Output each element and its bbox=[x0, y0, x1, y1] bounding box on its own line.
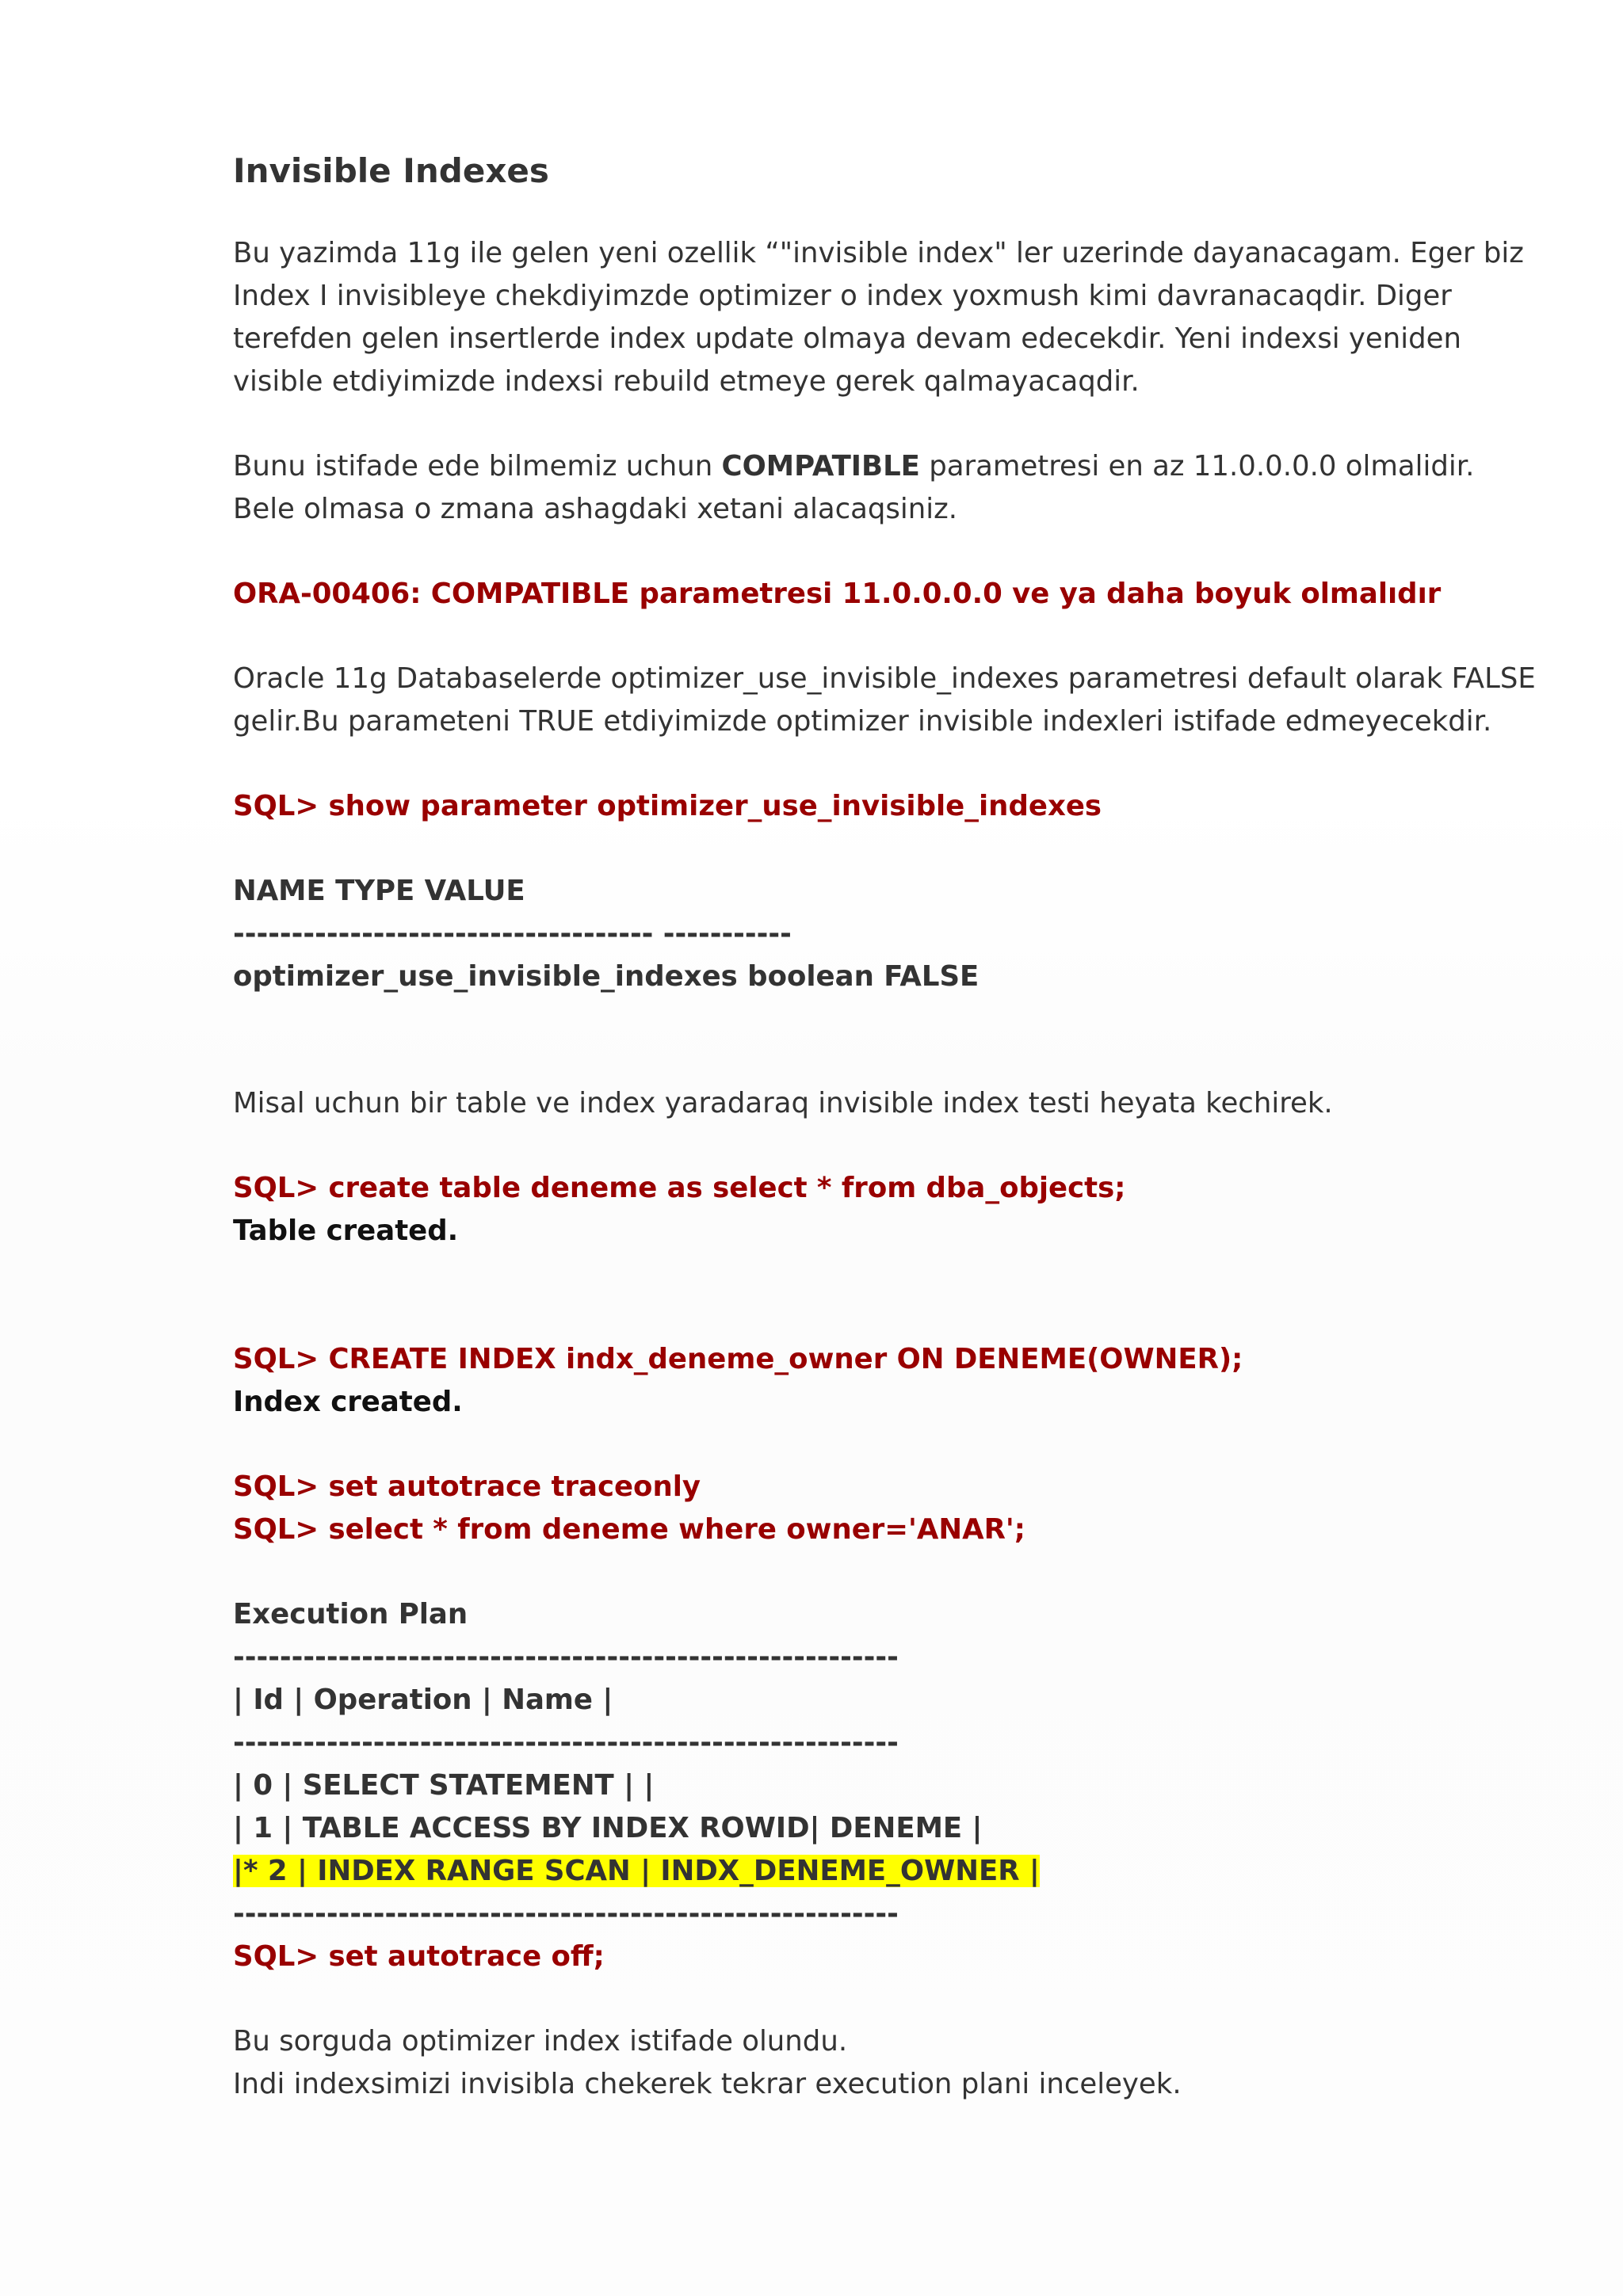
execution-plan-header-row: | Id | Operation | Name | bbox=[233, 1684, 613, 1716]
compatible-text-after: parametresi en az 11.0.0.0.0 olmalidir. bbox=[919, 450, 1475, 482]
intro-line: Bu yazimda 11g ile gelen yeni ozellik “"invisible index" ler uzerinde dayanacagam. Eger biz bbox=[233, 237, 1524, 269]
autotrace-command: SQL> set autotrace traceonly bbox=[233, 1470, 701, 1503]
autotrace-off-command: SQL> set autotrace off; bbox=[233, 1940, 605, 1973]
compatible-line-2: Bele olmasa o zmana ashagdaki xetani alacaqsiniz. bbox=[233, 493, 958, 525]
closing-paragraph bbox=[233, 2020, 1533, 2106]
intro-paragraph bbox=[233, 232, 1533, 403]
parameter-output-divider: ------------------------------------ ----------- bbox=[233, 917, 792, 950]
oracle-line: gelir.Bu parameteni TRUE etdiyimizde optimizer invisible indexleri istifade edmeyecekdir. bbox=[233, 705, 1492, 738]
execution-plan-row: | 0 | SELECT STATEMENT | | bbox=[233, 1769, 655, 1802]
create-table-result: Table created. bbox=[233, 1215, 459, 1247]
closing-line: Bu sorguda optimizer index istifade olundu. bbox=[233, 2025, 848, 2058]
oracle-paragraph bbox=[233, 658, 1536, 743]
intro-line: visible etdiyimizde indexsi rebuild etmeye gerek qalmayacaqdir. bbox=[233, 365, 1140, 398]
compatible-text-before: Bunu istifade ede bilmemiz uchun bbox=[233, 450, 722, 482]
execution-plan-divider: --------------------------------------------------------- bbox=[233, 1641, 899, 1673]
parameter-output-header: NAME TYPE VALUE bbox=[233, 875, 525, 907]
article-title: Invisible Indexes bbox=[233, 151, 549, 190]
compatible-line-1 bbox=[233, 445, 1533, 488]
compatible-keyword: COMPATIBLE bbox=[721, 450, 920, 482]
execution-plan bbox=[233, 1593, 1533, 1978]
intro-line: terefden gelen insertlerde index update olmaya devam edecekdir. Yeni indexsi yeniden bbox=[233, 322, 1461, 355]
parameter-output-row: optimizer_use_invisible_indexes boolean FALSE bbox=[233, 960, 980, 993]
execution-plan-divider: --------------------------------------------------------- bbox=[233, 1897, 899, 1930]
compatible-paragraph bbox=[233, 445, 1533, 531]
execution-plan-highlight-row bbox=[233, 1850, 1533, 1893]
execution-plan-divider: --------------------------------------------------------- bbox=[233, 1726, 899, 1759]
execution-plan-heading: Execution Plan bbox=[233, 1598, 468, 1630]
autotrace-block bbox=[233, 1466, 1533, 1551]
create-table-command: SQL> create table deneme as select * from dba_objects; bbox=[233, 1172, 1126, 1204]
parameter-output bbox=[233, 870, 1533, 998]
misal-paragraph: Misal uchun bir table ve index yaradaraq invisible index testi heyata kechirek. bbox=[233, 1087, 1333, 1119]
highlighted-text: |* 2 | INDEX RANGE SCAN | INDX_DENEME_OWNER | bbox=[233, 1855, 1040, 1887]
create-index-block bbox=[233, 1338, 1533, 1424]
error-message: ORA-00406: COMPATIBLE parametresi 11.0.0.0.0 ve ya daha boyuk olmalıdır bbox=[233, 578, 1442, 610]
intro-line: Index I invisibleye chekdiyimzde optimizer o index yoxmush kimi davranacaqdir. Diger bbox=[233, 280, 1452, 312]
oracle-line: Oracle 11g Databaselerde optimizer_use_invisible_indexes parametresi default olarak FALSE bbox=[233, 662, 1536, 695]
create-index-command: SQL> CREATE INDEX indx_deneme_owner ON DENEME(OWNER); bbox=[233, 1343, 1243, 1375]
select-command: SQL> select * from deneme where owner='ANAR'; bbox=[233, 1513, 1025, 1546]
closing-line: Indi indexsimizi invisibla chekerek tekrar execution plani inceleyek. bbox=[233, 2068, 1182, 2100]
create-index-result: Index created. bbox=[233, 1386, 463, 1418]
show-parameter-command: SQL> show parameter optimizer_use_invisible_indexes bbox=[233, 790, 1102, 822]
execution-plan-row: | 1 | TABLE ACCESS BY INDEX ROWID| DENEME | bbox=[233, 1812, 983, 1844]
article-body bbox=[233, 149, 1536, 2106]
create-table-block bbox=[233, 1167, 1533, 1253]
